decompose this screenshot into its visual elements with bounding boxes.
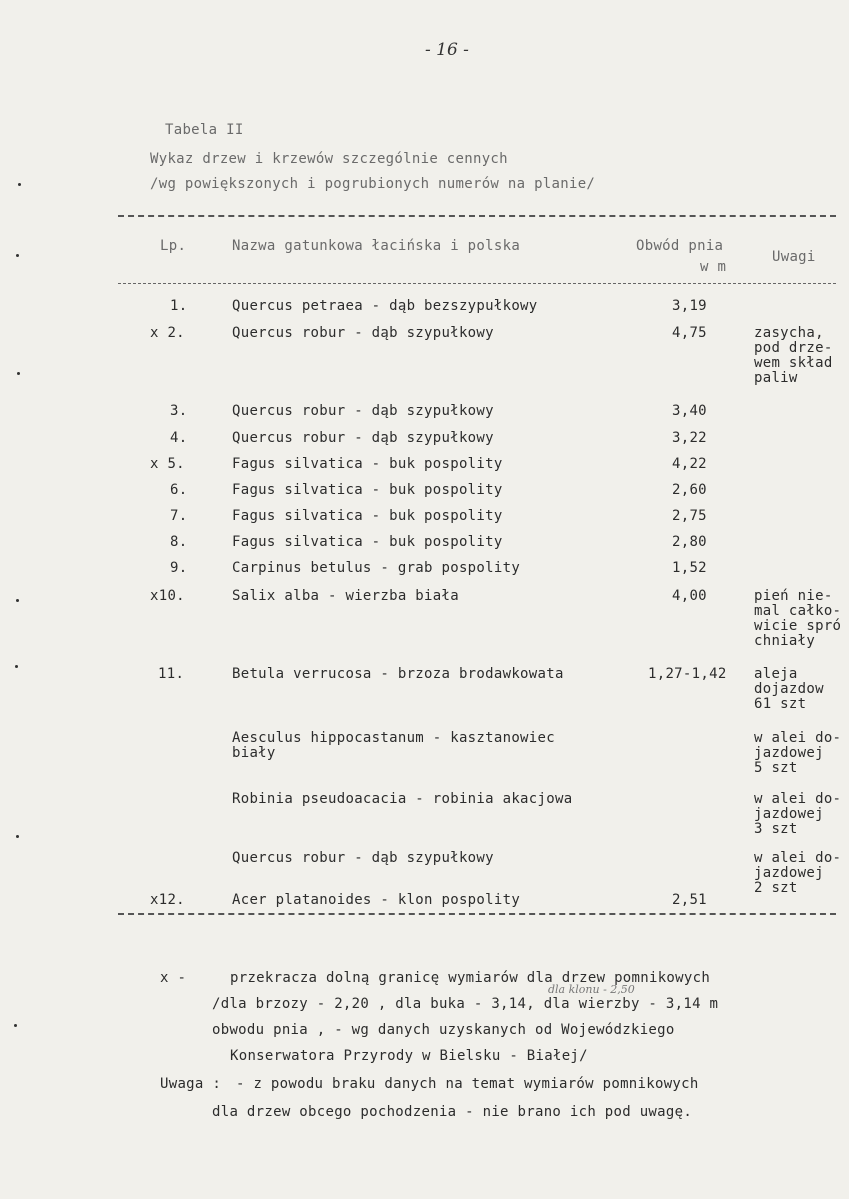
row-remark-line: w alei do- [754,730,842,746]
uwaga-label: Uwaga : [160,1076,222,1092]
row-species-name: Quercus petraea - dąb bezszypułkowy [232,298,538,314]
row-species-name: Fagus silvatica - buk pospolity [232,456,503,472]
row-remark-line: wem skład [754,355,833,371]
row-circumference: 2,75 [672,508,707,524]
row-species-name: Aesculus hippocastanum - kasztanowiec [232,730,555,746]
row-remark-line: wicie spró [754,618,842,634]
row-remark-line: pień nie- [754,588,833,604]
row-lp: 11. [158,666,185,682]
row-remark-line: 61 szt [754,696,807,712]
row-lp: 4. [170,430,188,446]
page-number: - 16 - [425,40,469,60]
margin-mark [14,1024,17,1027]
row-species-name: Quercus robur - dąb szypułkowy [232,430,494,446]
row-circumference: 4,00 [672,588,707,604]
row-species-name: Fagus silvatica - buk pospolity [232,508,503,524]
margin-mark [16,599,19,602]
row-lp: 3. [170,403,188,419]
row-remark-line: chniały [754,633,816,649]
row-lp: 9. [170,560,188,576]
row-remark-line: 3 szt [754,821,798,837]
row-circumference: 4,75 [672,325,707,341]
uwaga-line: - z powodu braku danych na temat wymiarów pomnikowych [236,1076,699,1092]
row-remark-line: dojazdow [754,681,824,697]
row-circumference: 3,40 [672,403,707,419]
table-title-line1: Wykaz drzew i krzewów szczególnie cennych [150,151,508,167]
table-title-line2: /wg powiększonych i pogrubionych numerów na planie/ [150,176,596,192]
row-circumference: 4,22 [672,456,707,472]
row-circumference: 3,19 [672,298,707,314]
margin-mark [15,665,18,668]
header-rule [118,283,836,284]
table-label: Tabela II [165,122,244,138]
row-remark-line: mal całko- [754,603,842,619]
row-species-name: Quercus robur - dąb szypułkowy [232,325,494,341]
row-circumference: 1,52 [672,560,707,576]
header-obwod-line2: w m [700,259,727,275]
uwaga-line: dla drzew obcego pochodzenia - nie brano ich pod uwagę. [212,1104,693,1120]
row-remark-line: 2 szt [754,880,798,896]
row-circumference: 2,51 [672,892,707,908]
row-lp: 8. [170,534,188,550]
row-lp: x 5. [150,456,185,472]
row-species-name: Salix alba - wierzba biała [232,588,459,604]
header-obwod-line1: Obwód pnia [636,238,724,254]
margin-mark [16,835,19,838]
row-remark-line: aleja [754,666,798,682]
row-circumference: 2,60 [672,482,707,498]
top-rule [118,215,836,217]
row-lp: x10. [150,588,185,604]
margin-mark [18,183,21,186]
row-species-name-cont: biały [232,745,276,761]
footnote-line: Konserwatora Przyrody w Bielsku - Białej/ [230,1048,588,1064]
footnote-line: /dla brzozy - 2,20 , dla buka - 3,14, dla wierzby - 3,14 m [212,996,719,1012]
header-lp: Lp. [160,238,187,254]
row-remark-line: w alei do- [754,850,842,866]
row-remark-line: pod drze- [754,340,833,356]
row-remark-line: w alei do- [754,791,842,807]
row-remark-line: zasycha, [754,325,824,341]
row-remark-line: jazdowej [754,806,824,822]
row-circumference: 2,80 [672,534,707,550]
footnote-line: obwodu pnia , - wg danych uzyskanych od Wojewódzkiego [212,1022,675,1038]
row-lp: 7. [170,508,188,524]
row-species-name: Robinia pseudoacacia - robinia akacjowa [232,791,573,807]
row-species-name: Carpinus betulus - grab pospolity [232,560,521,576]
row-species-name: Fagus silvatica - buk pospolity [232,534,503,550]
row-lp: 6. [170,482,188,498]
bottom-rule [118,913,836,915]
handwritten-annotation: dla klonu - 2,50 [548,983,635,996]
row-remark-line: jazdowej [754,745,824,761]
row-circumference: 1,27-1,42 [648,666,727,682]
row-species-name: Quercus robur - dąb szypułkowy [232,403,494,419]
row-lp: x12. [150,892,185,908]
row-lp: x 2. [150,325,185,341]
row-circumference: 3,22 [672,430,707,446]
row-lp: 1. [170,298,188,314]
footnote-line: przekracza dolną granicę wymiarów dla drzew pomnikowych [230,970,711,986]
row-remark-line: jazdowej [754,865,824,881]
row-species-name: Quercus robur - dąb szypułkowy [232,850,494,866]
row-species-name: Acer platanoides - klon pospolity [232,892,521,908]
row-species-name: Fagus silvatica - buk pospolity [232,482,503,498]
margin-mark [16,254,19,257]
margin-mark [17,372,20,375]
row-remark-line: paliw [754,370,798,386]
row-remark-line: 5 szt [754,760,798,776]
footnote-x-label: x - [160,970,187,986]
row-species-name: Betula verrucosa - brzoza brodawkowata [232,666,564,682]
header-name: Nazwa gatunkowa łacińska i polska [232,238,521,254]
header-uwagi: Uwagi [772,249,816,265]
